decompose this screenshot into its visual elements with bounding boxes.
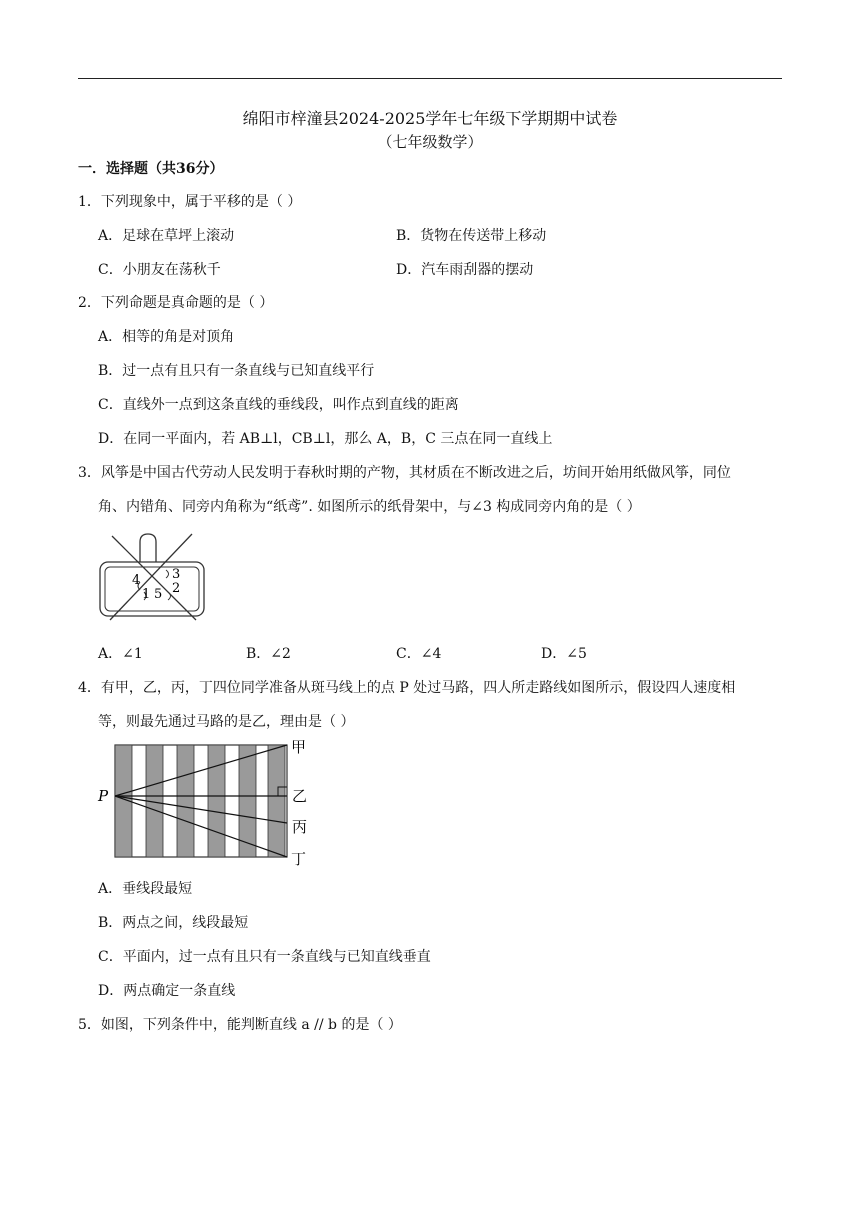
q1-option-c: C．小朋友在荡秋千 — [98, 262, 221, 278]
point-p-label: P — [98, 787, 109, 805]
zebra-crossing-figure — [96, 738, 316, 868]
q3-option-a: A．∠1 — [98, 646, 143, 662]
q3-option-b: B．∠2 — [246, 646, 291, 662]
q4-option-b: B．两点之间，线段最短 — [98, 915, 249, 931]
kite-outer-frame — [100, 562, 204, 616]
kite-cross-line-1 — [112, 536, 196, 620]
q5-stem: 5．如图，下列条件中，能判断直线 a // b 的是（ ） — [78, 1017, 402, 1033]
q2-stem: 2．下列命题是真命题的是（ ） — [78, 295, 274, 311]
crossing-border — [115, 745, 287, 857]
q4-stem-line2: 等，则最先通过马路的是乙，理由是（ ） — [98, 714, 355, 730]
section-heading: 一．选择题（共36分） — [78, 161, 224, 177]
q2-option-a: A．相等的角是对顶角 — [98, 329, 235, 345]
exam-subtitle: （七年级数学） — [377, 133, 483, 151]
q1-option-d: D．汽车雨刮器的摆动 — [396, 262, 534, 278]
q4-option-d: D．两点确定一条直线 — [98, 983, 236, 999]
kite-inner-frame — [105, 567, 199, 611]
angle-label-3: 3 — [172, 567, 181, 582]
kite-top-loop — [140, 534, 156, 562]
q3-option-c: C．∠4 — [396, 646, 442, 662]
exam-title: 绵阳市梓潼县2024-2025学年七年级下学期期中试卷 — [242, 109, 618, 128]
q2-option-d: D．在同一平面内，若 AB⊥l，CB⊥l，那么 A，B，C 三点在同一直线上 — [98, 431, 553, 447]
q3-stem-line1: 3．风筝是中国古代劳动人民发明于春秋时期的产物，其材质在不断改进之后，坊间开始用纸做风筝，同位 — [78, 465, 731, 481]
angle-label-2: 2 — [172, 581, 181, 596]
label-yi: 乙 — [292, 787, 308, 805]
q4-option-c: C．平面内，过一点有且只有一条直线与已知直线垂直 — [98, 949, 431, 965]
label-jia: 甲 — [291, 738, 307, 756]
q3-stem-line2: 角、内错角、同旁内角称为“纸鸢”. 如图所示的纸骨架中，与∠3 构成同旁内角的是（ ） — [98, 499, 641, 515]
stripe — [239, 745, 256, 857]
angle-label-5: 5 — [154, 587, 163, 602]
q1-option-a: A．足球在草坪上滚动 — [98, 228, 235, 244]
q4-stem-line1: 4．有甲，乙，丙，丁四位同学准备从斑马线上的点 P 处过马路，四人所走路线如图所示，假设四人速度相 — [78, 680, 736, 696]
q1-stem: 1．下列现象中，属于平移的是（ ） — [78, 194, 302, 210]
stripe — [208, 745, 225, 857]
header-rule — [78, 78, 782, 79]
angle-arc-3 — [166, 570, 169, 578]
q2-option-b: B．过一点有且只有一条直线与已知直线平行 — [98, 363, 375, 379]
q4-option-a: A．垂线段最短 — [98, 881, 193, 897]
label-bing: 丙 — [292, 818, 308, 836]
stripe — [177, 745, 194, 857]
q2-option-c: C．直线外一点到这条直线的垂线段，叫作点到直线的距离 — [98, 397, 459, 413]
q1-option-b: B．货物在传送带上移动 — [396, 228, 547, 244]
stripe — [268, 745, 285, 857]
q3-option-d: D．∠5 — [541, 646, 587, 662]
angle-label-4: 4 — [132, 573, 141, 588]
label-ding: 丁 — [291, 850, 307, 868]
kite-frame-figure — [96, 530, 208, 622]
angle-label-1: 1 — [142, 587, 151, 602]
